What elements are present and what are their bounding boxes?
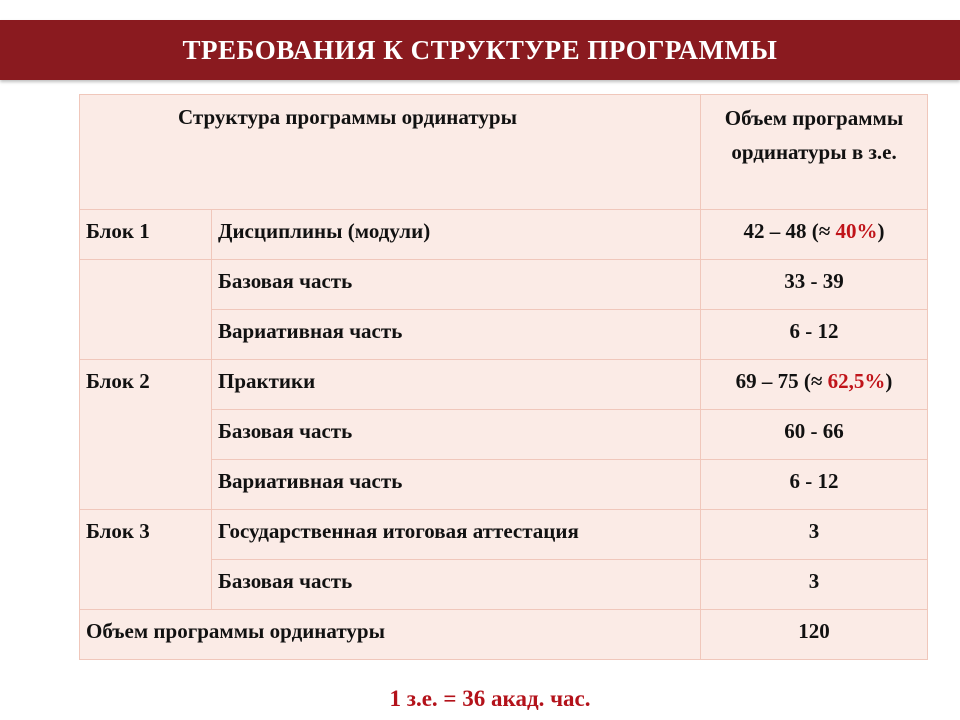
block-1-spacer <box>80 260 212 360</box>
block-2-base-label: Базовая часть <box>212 410 701 460</box>
block-2-var-value: 6 - 12 <box>701 460 928 510</box>
block-1-title: Дисциплины (модули) <box>212 210 701 260</box>
total-label: Объем программы ординатуры <box>80 610 701 660</box>
block-1-value-range: 42 – 48 (≈ <box>743 219 836 243</box>
block-3-label: Блок 3 <box>80 510 212 610</box>
block-3-base-label: Базовая часть <box>212 560 701 610</box>
block-2-title: Практики <box>212 360 701 410</box>
block-1-var-label: Вариативная часть <box>212 310 701 360</box>
block-1-var-value: 6 - 12 <box>701 310 928 360</box>
credit-unit-note: 1 з.е. = 36 акад. час. <box>389 686 591 711</box>
block-2-base-value: 60 - 66 <box>701 410 928 460</box>
block-2-value <box>701 360 928 410</box>
table-row <box>80 510 928 560</box>
program-structure-table <box>79 94 928 660</box>
block-1-percent: 40% <box>835 219 878 243</box>
table-header-row <box>80 95 928 210</box>
header-volume: Объем программы ординатуры в з.е. <box>701 95 928 210</box>
table-row-total <box>80 610 928 660</box>
block-1-base-value: 33 - 39 <box>701 260 928 310</box>
table-row <box>80 260 928 310</box>
total-value: 120 <box>701 610 928 660</box>
block-3-base-value: 3 <box>701 560 928 610</box>
block-3-title: Государственная итоговая аттестация <box>212 510 701 560</box>
header-structure: Структура программы ординатуры <box>80 95 701 210</box>
block-2-percent: 62,5% <box>827 369 886 393</box>
table-row <box>80 210 928 260</box>
block-2-label: Блок 2 <box>80 360 212 510</box>
block-1-value-close: ) <box>877 219 885 243</box>
table-row <box>80 360 928 410</box>
block-2-var-label: Вариативная часть <box>212 460 701 510</box>
block-2-value-range: 69 – 75 (≈ <box>735 369 828 393</box>
block-1-base-label: Базовая часть <box>212 260 701 310</box>
title-banner <box>0 20 960 80</box>
block-1-label: Блок 1 <box>80 210 212 260</box>
page-title: ТРЕБОВАНИЯ К СТРУКТУРЕ ПРОГРАММЫ <box>182 35 778 65</box>
block-3-value: 3 <box>701 510 928 560</box>
block-2-value-close: ) <box>885 369 893 393</box>
block-1-value <box>701 210 928 260</box>
